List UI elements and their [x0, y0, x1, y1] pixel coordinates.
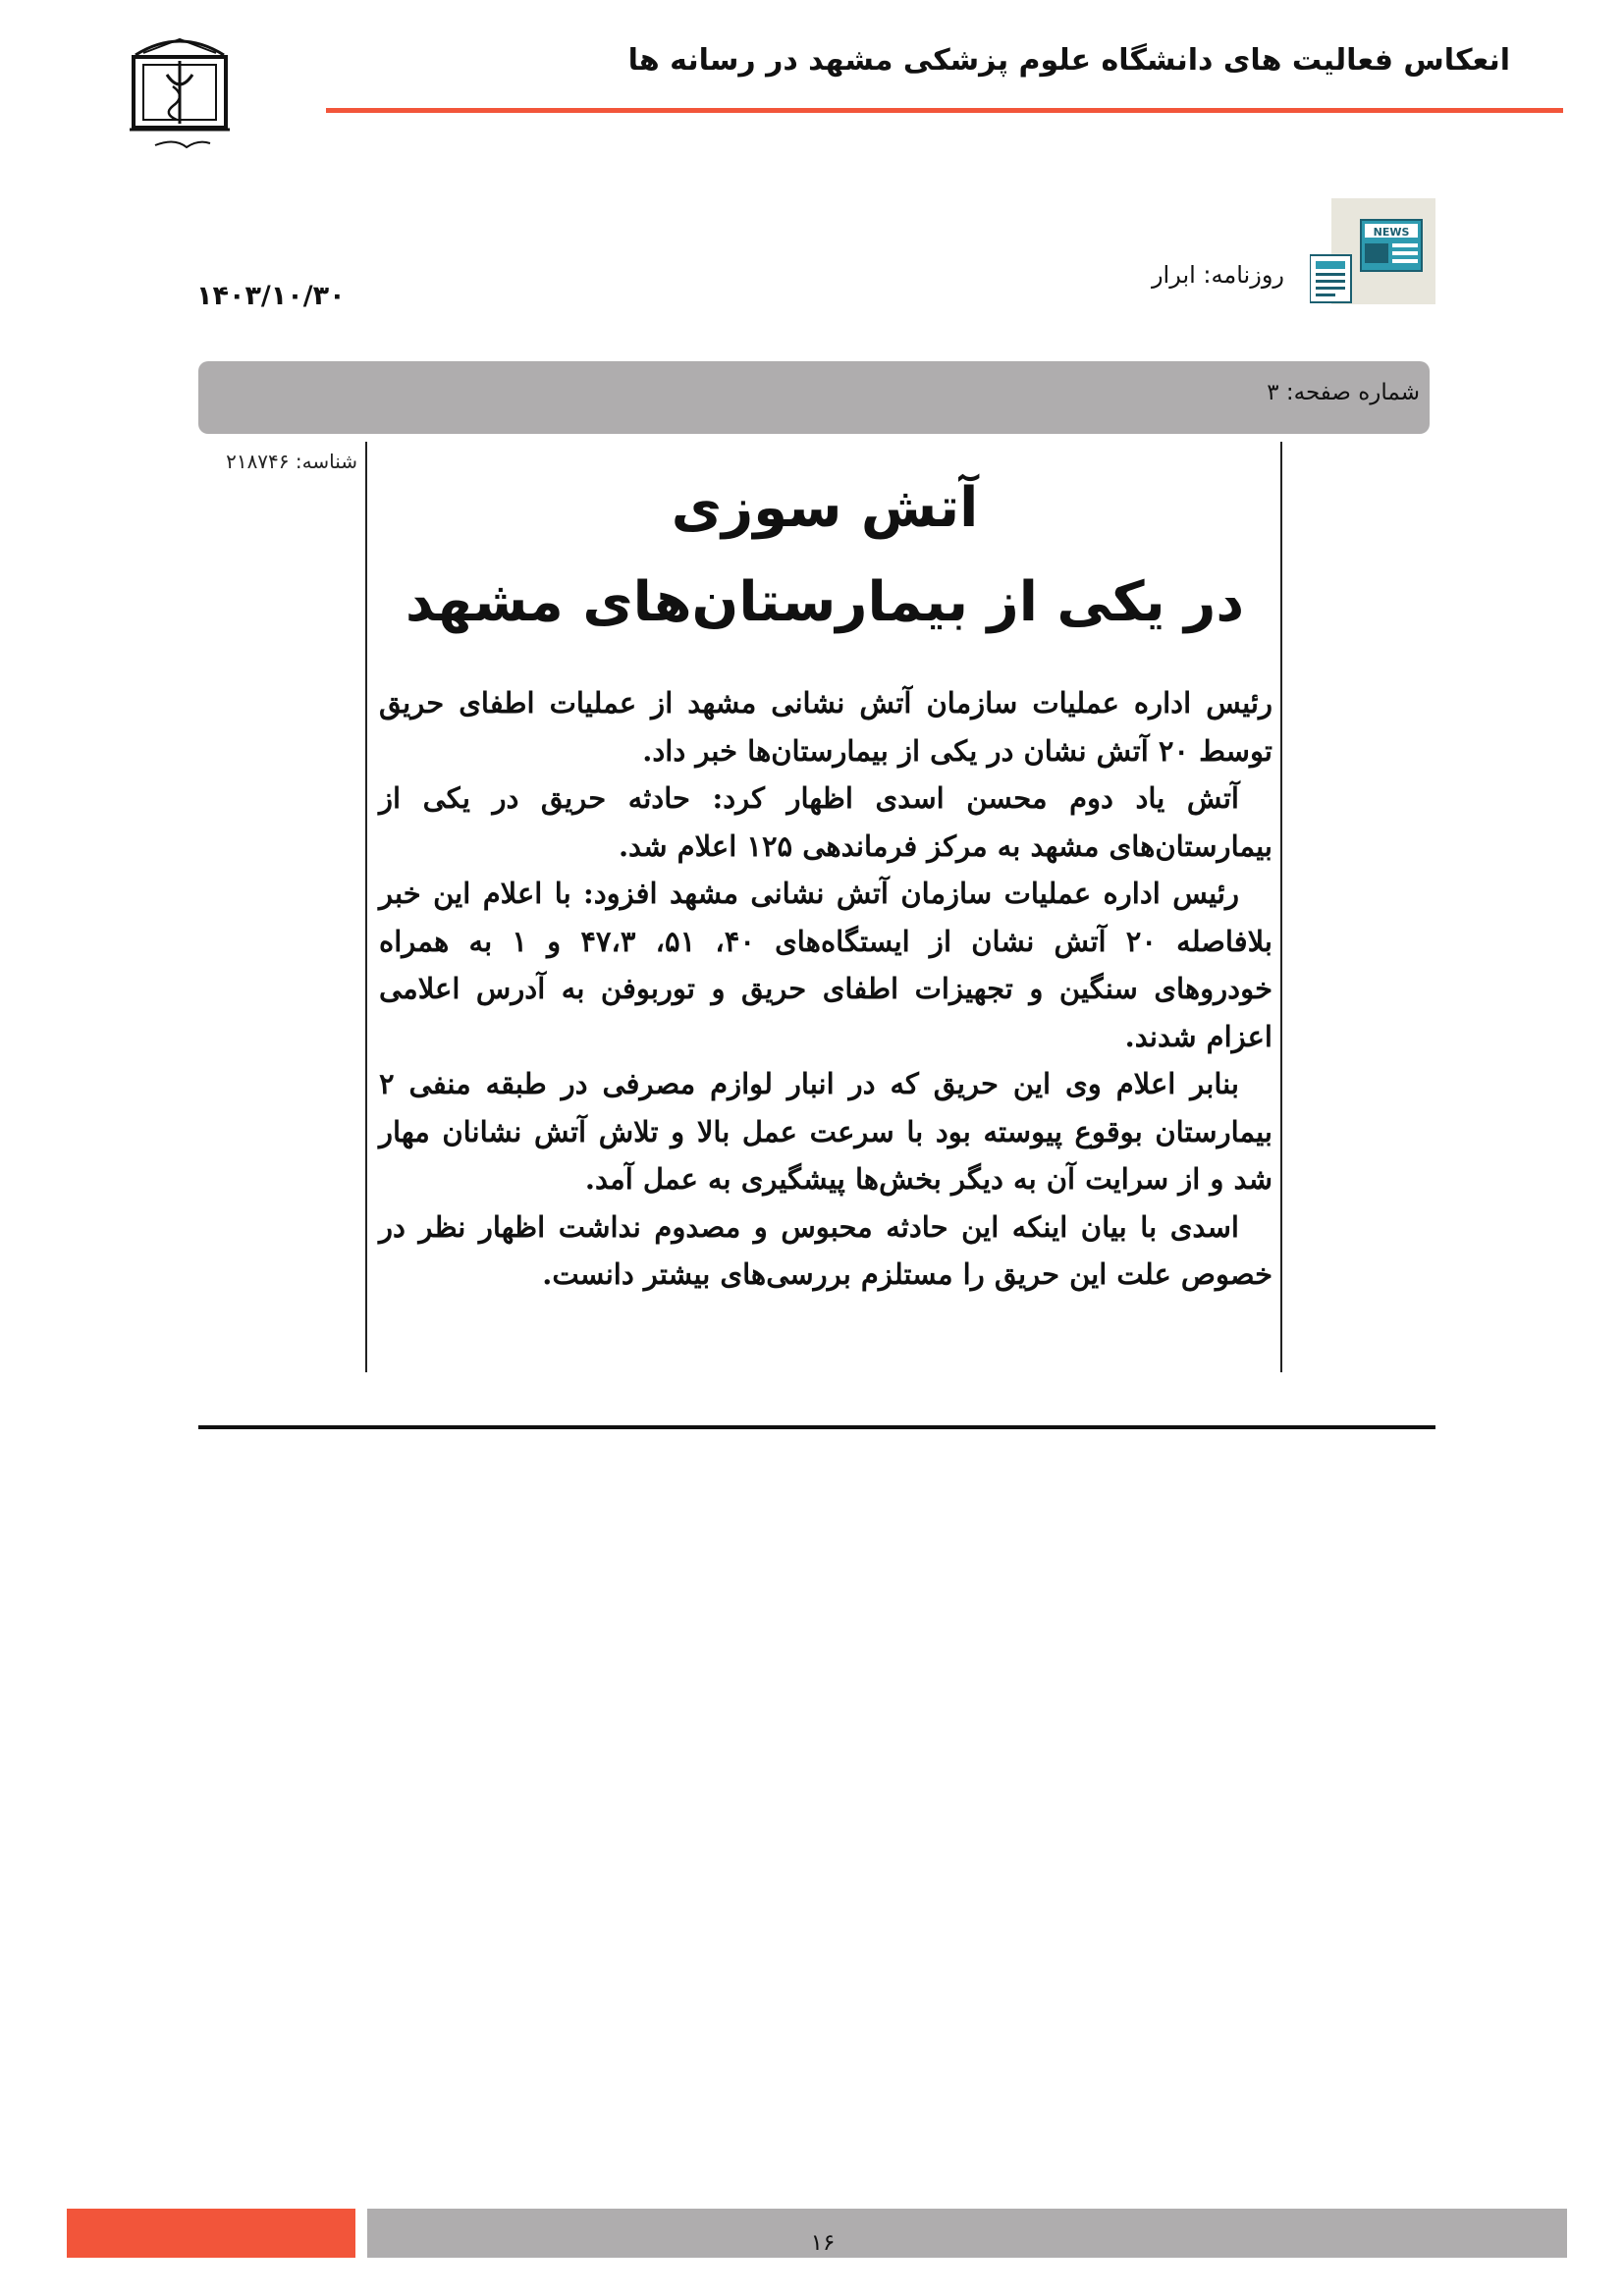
footer-accent-bar — [67, 2209, 355, 2258]
article-end-divider — [198, 1425, 1435, 1429]
footer-page-number: ۱۶ — [810, 2230, 836, 2256]
article-headline — [373, 461, 1276, 650]
article-paragraph: آتش یاد دوم محسن اسدی اظهار کرد: حادثه حریق در یکی از بیمارستان‌های مشهد به مرکز فرماندهی ۱۲۵ اعلام شد. — [379, 781, 1272, 863]
article-headline-line-2: در یکی از بیمارستان‌های مشهد — [405, 570, 1245, 634]
column-rule-right — [1280, 442, 1282, 1372]
column-rule-left — [365, 442, 367, 1372]
article-paragraph: بنابر اعلام وی این حریق که در انبار لوازم مصرفی در طبقه منفی ۲ بیمارستان بوقوع پیوسته بود با سرعت عمل بالا و تلاش آتش نشانان مهار شد و از سرایت آن به دیگر بخش‌ها پیشگیری به عمل آمد. — [379, 1067, 1272, 1196]
article-paragraph: رئیس اداره عملیات سازمان آتش نشانی مشهد از عملیات اطفای حریق توسط ۲۰ آتش نشان در یکی از بیمارستان‌ها خبر داد. — [379, 686, 1272, 768]
header-title: انعکاس فعالیت های دانشگاه علوم پزشکی مشهد در رسانه ها — [627, 43, 1510, 78]
newspaper-icon — [1310, 198, 1435, 304]
article-body — [379, 679, 1272, 1299]
footer-bar — [367, 2209, 1567, 2258]
page-number-label: شماره صفحه: ۳ — [1267, 380, 1420, 405]
document-id: شناسه: ۲۱۸۷۴۶ — [226, 450, 357, 473]
university-logo-graphic — [116, 35, 244, 163]
university-logo-icon — [116, 35, 244, 163]
svg-text:NEWS: NEWS — [1373, 226, 1410, 239]
article-headline-line-1: آتش سوزی — [671, 476, 979, 540]
article-paragraph: اسدی با بیان اینکه این حادثه محبوس و مصدوم نداشت اظهار نظر در خصوص علت این حریق را مستلزم بررسی‌های بیشتر دانست. — [379, 1209, 1272, 1291]
publish-date: ۱۴۰۳/۱۰/۳۰ — [196, 281, 346, 311]
header-divider — [326, 108, 1563, 113]
newspaper-name: روزنامه: ابرار — [1151, 261, 1284, 289]
page-number-bar — [198, 361, 1430, 434]
article-paragraph: رئیس اداره عملیات سازمان آتش نشانی مشهد افزود: با اعلام این خبر بلافاصله ۲۰ آتش نشان از ایستگاه‌های ۴۰، ۵۱، ۴۷،۳ و ۱ به همراه خودروهای سنگین و تجهیزات اطفای حریق و توربوفن به آدرس اعلامی اعزام شدند. — [379, 877, 1273, 1053]
